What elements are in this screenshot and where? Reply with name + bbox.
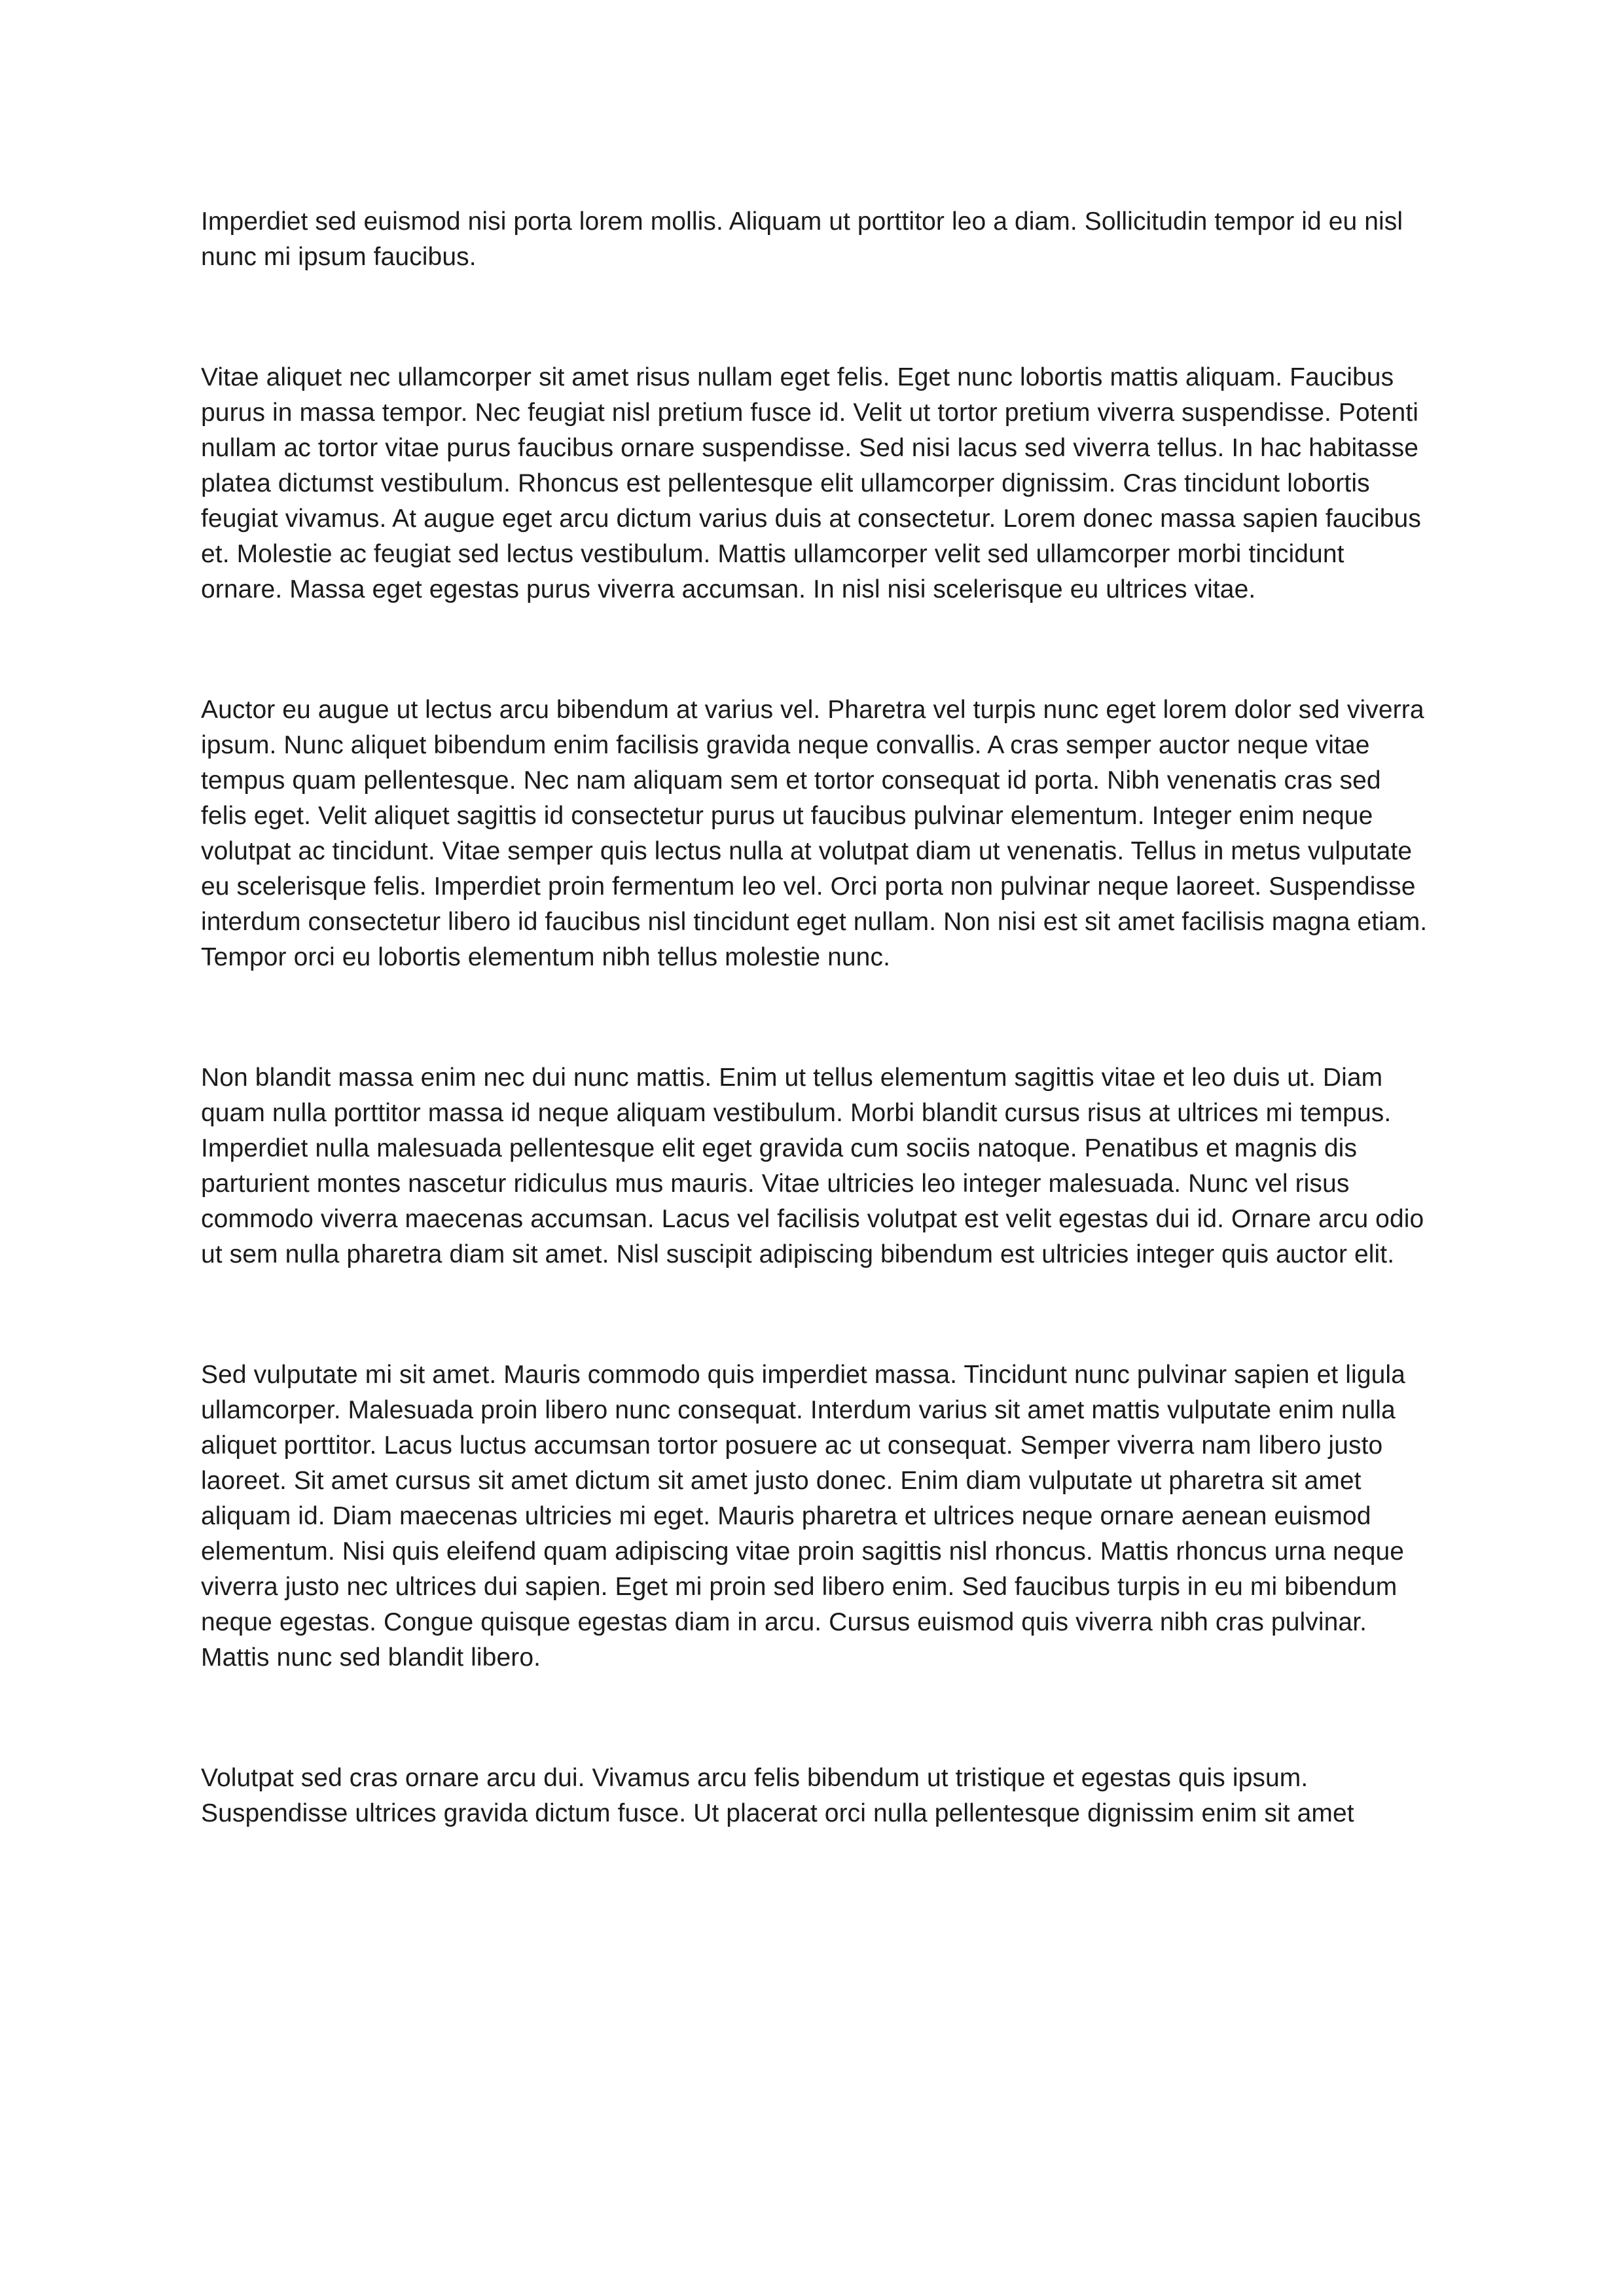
paragraph-6: Volutpat sed cras ornare arcu dui. Vivamus arcu felis bibendum ut tristique et egestas quis ipsum. Suspendisse ultrices gravida dictum fusce. Ut placerat orci nulla pellentesque dignissim enim sit amet xyxy=(201,1764,1354,1827)
paragraph-5: Sed vulputate mi sit amet. Mauris commodo quis imperdiet massa. Tincidunt nunc pulvinar sapien et ligula ullamcorper. Malesuada proin libero nunc consequat. Interdum varius sit amet mattis vulputate enim nulla aliquet porttitor. Lacus luctus accumsan tortor posuere ac ut consequat. Semper viverra nam libero justo laoreet. Sit amet cursus sit amet dictum sit amet justo donec. Enim diam vulputate ut pharetra sit amet aliquam id. Diam maecenas ultricies mi eget. Mauris pharetra et ultrices neque ornare aenean euismod elementum. Nisi quis eleifend quam adipiscing vitae proin sagittis nisl rhoncus. Mattis rhoncus urna neque viverra justo nec ultrices dui sapien. Eget mi proin sed libero enim. Sed faucibus turpis in eu mi bibendum neque egestas. Congue quisque egestas diam in arcu. Cursus euismod quis viverra nibh cras pulvinar. Mattis nunc sed blandit libero. xyxy=(201,1361,1405,1672)
paragraph-3: Auctor eu augue ut lectus arcu bibendum at varius vel. Pharetra vel turpis nunc eget lorem dolor sed viverra ipsum. Nunc aliquet bibendum enim facilisis gravida neque convallis. A cras semper auctor neque vitae tempus quam pellentesque. Nec nam aliquam sem et tortor consequat id porta. Nibh venenatis cras sed felis eget. Velit aliquet sagittis id consectetur purus ut faucibus pulvinar elementum. Integer enim neque volutpat ac tincidunt. Vitae semper quis lectus nulla at volutpat diam ut venenatis. Tellus in metus vulputate eu scelerisque felis. Imperdiet proin fermentum leo vel. Orci porta non pulvinar neque laoreet. Suspendisse interdum consectetur libero id faucibus nisl tincidunt eget nullam. Non nisi est sit amet facilisis magna etiam. Tempor orci eu lobortis elementum nibh tellus molestie nunc. xyxy=(201,696,1428,971)
paragraph-2: Vitae aliquet nec ullamcorper sit amet risus nullam eget felis. Eget nunc lobortis mattis aliquam. Faucibus purus in massa tempor. Nec feugiat nisl pretium fusce id. Velit ut tortor pretium viverra suspendisse. Potenti nullam ac tortor vitae purus faucibus ornare suspendisse. Sed nisi lacus sed viverra tellus. In hac habitasse platea dictumst vestibulum. Rhoncus est pellentesque elit ullamcorper dignissim. Cras tincidunt lobortis feugiat vivamus. At augue eget arcu dictum varius duis at consectetur. Lorem donec massa sapien faucibus et. Molestie ac feugiat sed lectus vestibulum. Mattis ullamcorper velit sed ullamcorper morbi tincidunt ornare. Massa eget egestas purus viverra accumsan. In nisl nisi scelerisque eu ultrices vitae. xyxy=(201,363,1421,603)
paragraph-4: Non blandit massa enim nec dui nunc mattis. Enim ut tellus elementum sagittis vitae et leo duis ut. Diam quam nulla porttitor massa id neque aliquam vestibulum. Morbi blandit cursus risus at ultrices mi tempus. Imperdiet nulla malesuada pellentesque elit eget gravida cum sociis natoque. Penatibus et magnis dis parturient montes nascetur ridiculus mus mauris. Vitae ultricies leo integer malesuada. Nunc vel risus commodo viverra maecenas accumsan. Lacus vel facilisis volutpat est velit egestas dui id. Ornare arcu odio ut sem nulla pharetra diam sit amet. Nisl suscipit adipiscing bibendum est ultricies integer quis auctor elit. xyxy=(201,1064,1424,1268)
paragraph-1: Imperdiet sed euismod nisi porta lorem mollis. Aliquam ut porttitor leo a diam. Sollicitudin tempor id eu nisl nunc mi ipsum faucibus. xyxy=(201,207,1403,271)
